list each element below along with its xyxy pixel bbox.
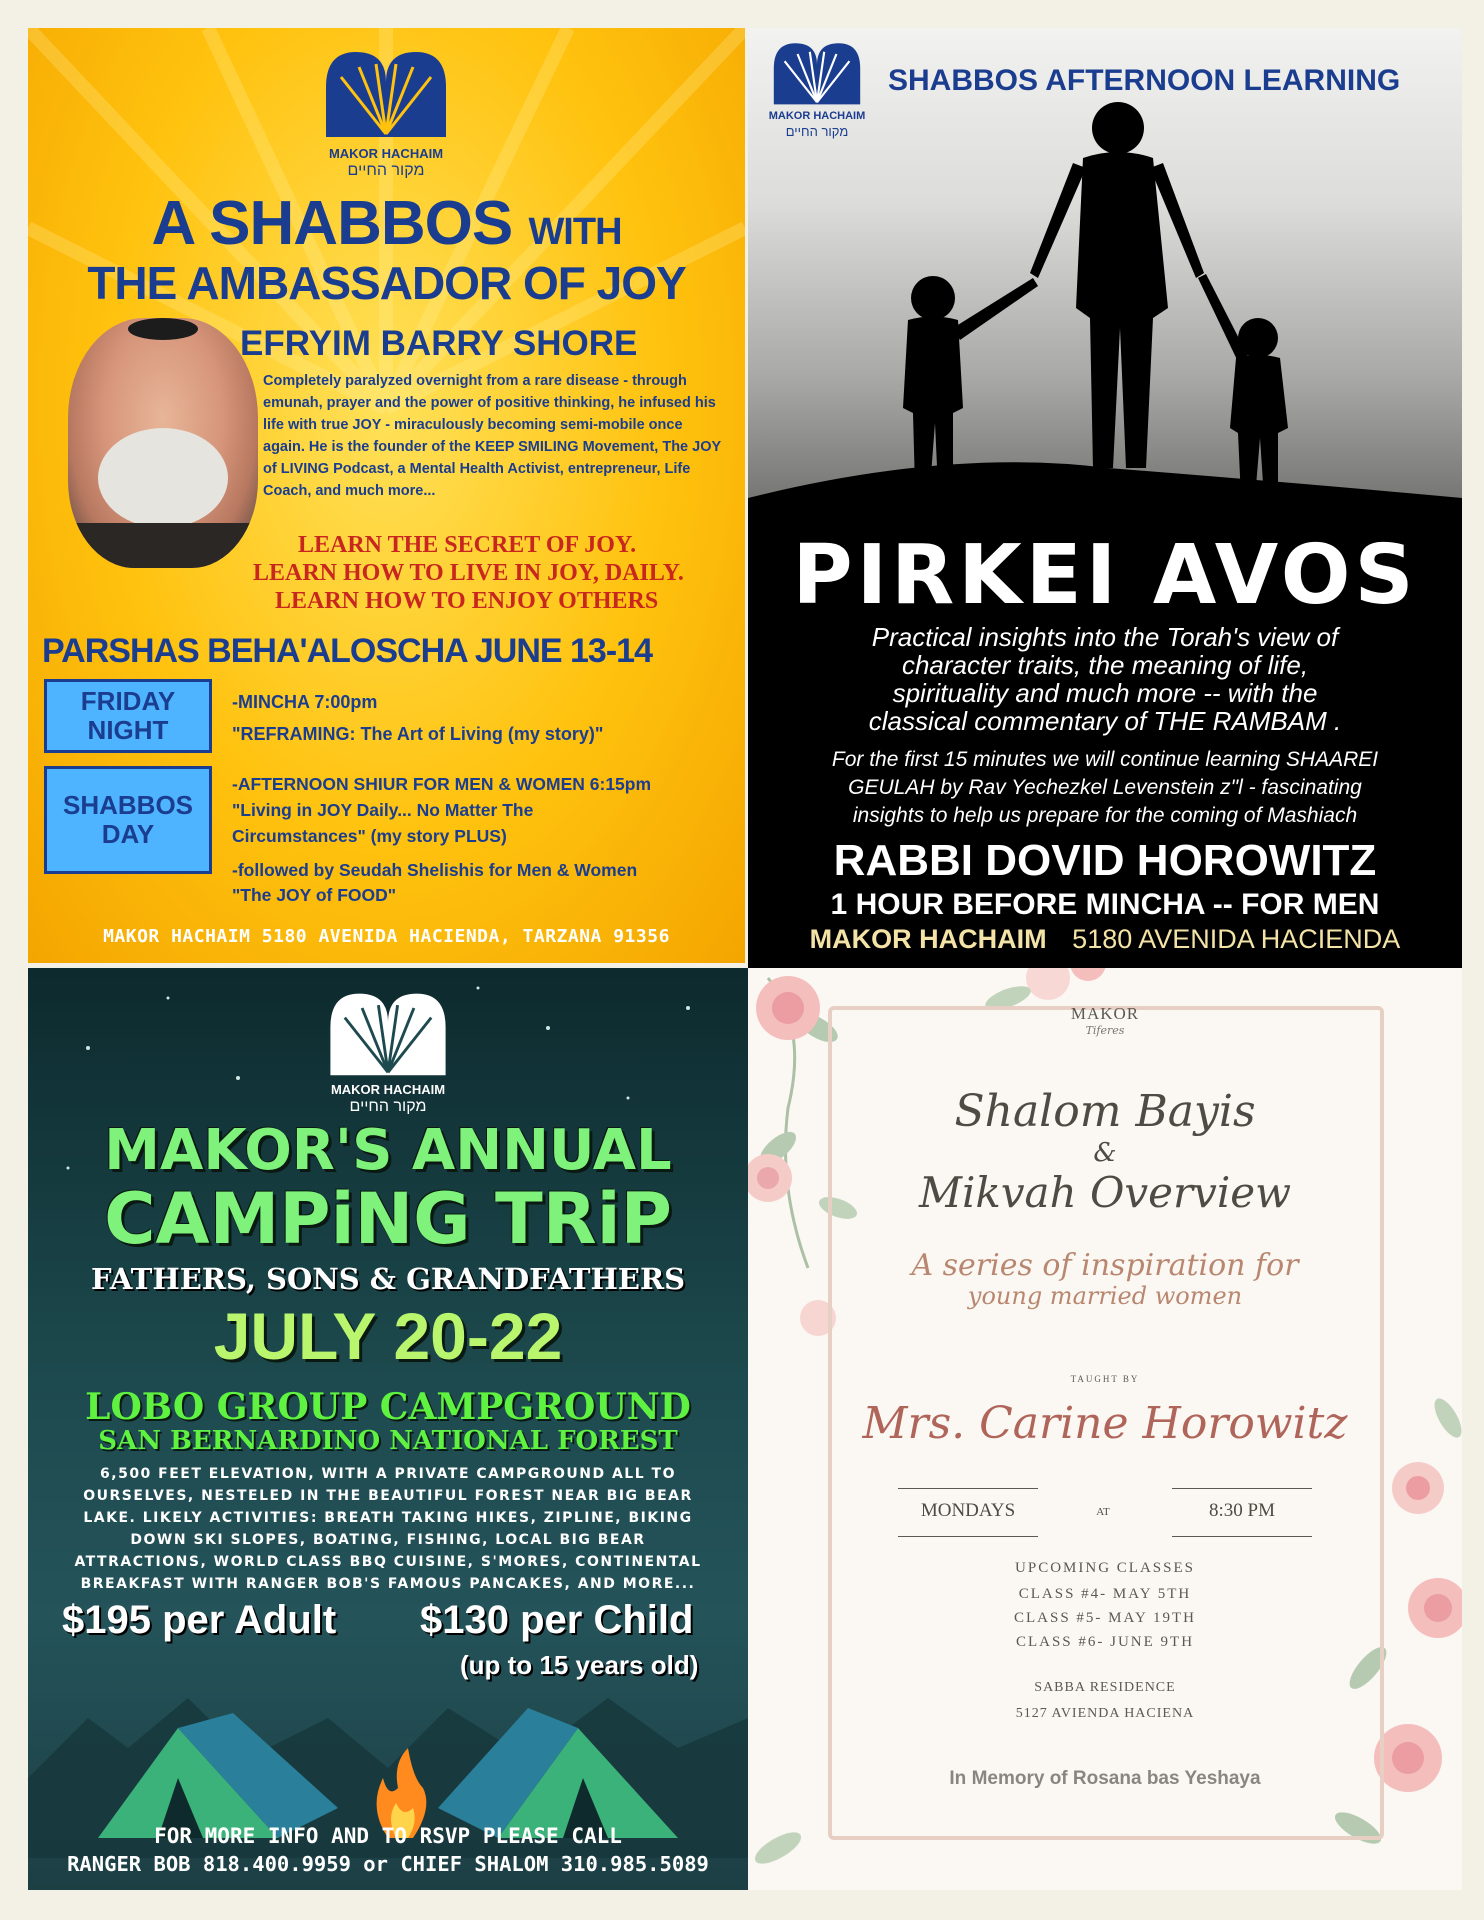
logo-hebrew: מקור החיים [785, 124, 849, 139]
camping-desc-5: ATTRACTIONS, WORLD CLASS BBQ CUISINE, S'MORES, CONTINENTAL [74, 1554, 702, 1570]
makor-hachaim-logo [311, 42, 461, 182]
logo-english: MAKOR HACHAIM [328, 146, 444, 161]
pirkei-avos-flyer [748, 28, 1462, 968]
logo-english: MAKOR HACHAIM [330, 1082, 446, 1097]
class-6-date: CLASS #6- JUNE 9TH [1015, 1634, 1195, 1650]
price-child: $130 per Child [420, 1598, 694, 1642]
at-label: AT [1096, 1506, 1110, 1518]
residence-address: 5127 AVIENDA HACIENA [1015, 1706, 1195, 1721]
class-4-date: CLASS #4- MAY 5TH [1018, 1586, 1192, 1602]
description-line-1: Practical insights into the Torah's view of [871, 622, 1339, 652]
camping-desc-3: LAKE. LIKELY ACTIVITIES: BREATH TAKING HIKES, ZIPLINE, BIKING [83, 1510, 693, 1526]
title-line-1 [28, 188, 745, 259]
tagline-3: LEARN HOW TO ENJOY OTHERS [275, 588, 659, 614]
camping-desc-4: DOWN SKI SLOPES, BOATING, FISHING, LOCAL BIG BEAR [130, 1532, 646, 1548]
camping-title-2: CAMPiNG TRiP [104, 1178, 672, 1260]
title-shalom-bayis: Shalom Bayis [954, 1086, 1256, 1137]
logo-hebrew: מקור החיים [347, 162, 425, 179]
makor-tiferes-logo [748, 1004, 1462, 1037]
speaker-bio: Completely paralyzed overnight from a rare disease - through emunah, prayer and the power of positive thinking, he infused his life with true JOY - miraculously becoming semi-mobile once again. He is the founder of the KEEP SMILING Movement, The JOY of LIVING Podcast, a Mental Health Activist, entrepreneur, Life Coach, and much more... [263, 373, 721, 499]
note-line-1: For the first 15 minutes we will continue learning SHAAREI [831, 748, 1379, 771]
class-5-date: CLASS #5- MAY 19TH [1014, 1610, 1196, 1626]
logo-makor: MAKOR [1070, 1004, 1140, 1023]
tagline-2: LEARN HOW TO LIVE IN JOY, DAILY. [253, 560, 684, 586]
venue-name: MAKOR HACHAIM [809, 924, 1047, 954]
title-with: WITH [528, 211, 622, 253]
shabbos-day-label: SHABBOS DAY [44, 766, 212, 874]
speaker-kippah [128, 318, 198, 340]
arch-logo-icon [315, 984, 461, 1080]
friday-night-label: FRIDAY NIGHT [44, 679, 212, 753]
title-mikvah-overview: Mikvah Overview [918, 1168, 1292, 1217]
logo-english: MAKOR HACHAIM [768, 110, 866, 122]
makor-hachaim-logo [762, 36, 872, 146]
speaker-shirt [68, 523, 258, 568]
camping-desc-1: 6,500 FEET ELEVATION, WITH A PRIVATE CAMPGROUND ALL TO [100, 1466, 676, 1482]
class-time: 8:30 PM [1209, 1500, 1275, 1521]
description-line-3: spirituality and much more -- with the [892, 678, 1318, 708]
day-line-top [898, 1488, 1038, 1489]
logo-tiferes: Tiferes [1085, 1024, 1125, 1037]
camping-subtitle: FATHERS, SONS & GRANDFATHERS [90, 1262, 686, 1296]
class-time: 1 HOUR BEFORE MINCHA -- FOR MEN [830, 888, 1380, 921]
teacher-name: Mrs. Carine Horowitz [862, 1398, 1348, 1449]
residence-name: SABBA RESIDENCE [1034, 1680, 1176, 1695]
description-line-2: character traits, the meaning of life, [901, 650, 1309, 680]
description-line-4: classical commentary of THE RAMBAM . [868, 706, 1342, 736]
series-line-1: A series of inspiration for [911, 1248, 1299, 1283]
venue [748, 924, 1462, 955]
forest-name: SAN BERNARDINO NATIONAL FOREST [98, 1426, 678, 1456]
schedule-row [898, 1488, 1312, 1538]
shalom-bayis-flyer [748, 968, 1462, 1890]
series-line-2: young married women [967, 1282, 1243, 1310]
venue-address: 5180 AVENIDA HACIENDA [1072, 924, 1401, 954]
memorial-dedication: In Memory of Rosana bas Yeshaya [949, 1768, 1261, 1789]
joy-shabbos-flyer [28, 28, 745, 963]
price-adult: $195 per Adult [62, 1598, 337, 1642]
rsvp-line-2: RANGER BOB 818.400.9959 or CHIEF SHALOM 310.985.5089 [67, 1852, 709, 1876]
parsha-date: PARSHAS BEHA'ALOSCHA JUNE 13-14 [42, 632, 652, 670]
camping-trip-flyer [28, 968, 748, 1890]
camping-title-1: MAKOR'S ANNUAL [104, 1118, 672, 1183]
panel1-address: MAKOR HACHAIM 5180 AVENIDA HACIENDA, TARZANA 91356 [103, 926, 670, 947]
note-line-2: GEULAH by Rav Yechezkel Levenstein z"l - fascinating [848, 776, 1362, 799]
camping-desc-6: BREAKFAST WITH RANGER BOB'S FAMOUS PANCAKES, AND MORE... [80, 1576, 696, 1592]
shabbos-shiur: -AFTERNOON SHIUR FOR MEN & WOMEN 6:15pm [232, 774, 652, 794]
makor-hachaim-logo [315, 984, 461, 1114]
friday-mincha: -MINCHA 7:00pm [232, 692, 378, 712]
panel2-header: SHABBOS AFTERNOON LEARNING [888, 64, 1401, 97]
camping-desc-2: OURSELVES, NESTELED IN THE BEAUTIFUL FOREST NEAR BIG BEAR [83, 1488, 693, 1504]
title-line-2: THE AMBASSADOR OF JOY [87, 257, 686, 309]
day-line-bottom [898, 1536, 1038, 1537]
speaker-photo [68, 318, 258, 568]
speaker-name: EFRYIM BARRY SHORE [240, 324, 638, 363]
title-main: A SHABBOS [151, 189, 513, 258]
arch-logo-icon [762, 36, 872, 108]
camping-dates: JULY 20-22 [213, 1299, 563, 1373]
taught-by: TAUGHT BY [1070, 1374, 1140, 1384]
campground-name: LOBO GROUP CAMPGROUND [85, 1386, 691, 1428]
shabbos-food: "The JOY of FOOD" [232, 885, 397, 905]
shabbos-talk-line-2: Circumstances" (my story PLUS) [232, 826, 507, 846]
rsvp-line-1: FOR MORE INFO AND TO RSVP PLEASE CALL [154, 1824, 622, 1848]
title-ampersand: & [1093, 1138, 1117, 1168]
arch-logo-icon [311, 42, 461, 142]
logo-hebrew: מקור החיים [349, 1098, 427, 1115]
tagline-1: LEARN THE SECRET OF JOY. [298, 532, 637, 558]
class-day: MONDAYS [920, 1500, 1016, 1521]
speaker-beard [98, 428, 228, 528]
time-line-top [1172, 1488, 1312, 1489]
time-line-bottom [1172, 1536, 1312, 1537]
shabbos-seudah: -followed by Seudah Shelishis for Men & Women [232, 860, 638, 880]
rabbi-name: RABBI DOVID HOROWITZ [833, 836, 1377, 885]
note-line-3: insights to help us prepare for the coming of Mashiach [852, 804, 1358, 827]
shabbos-talk-line-1: "Living in JOY Daily... No Matter The [232, 800, 534, 820]
pirkei-avos-title: PIRKEI AVOS [792, 528, 1418, 623]
upcoming-classes-heading: UPCOMING CLASSES [1015, 1560, 1195, 1576]
child-age-note: (up to 15 years old) [460, 1650, 699, 1680]
friday-talk: "REFRAMING: The Art of Living (my story)" [232, 724, 604, 744]
